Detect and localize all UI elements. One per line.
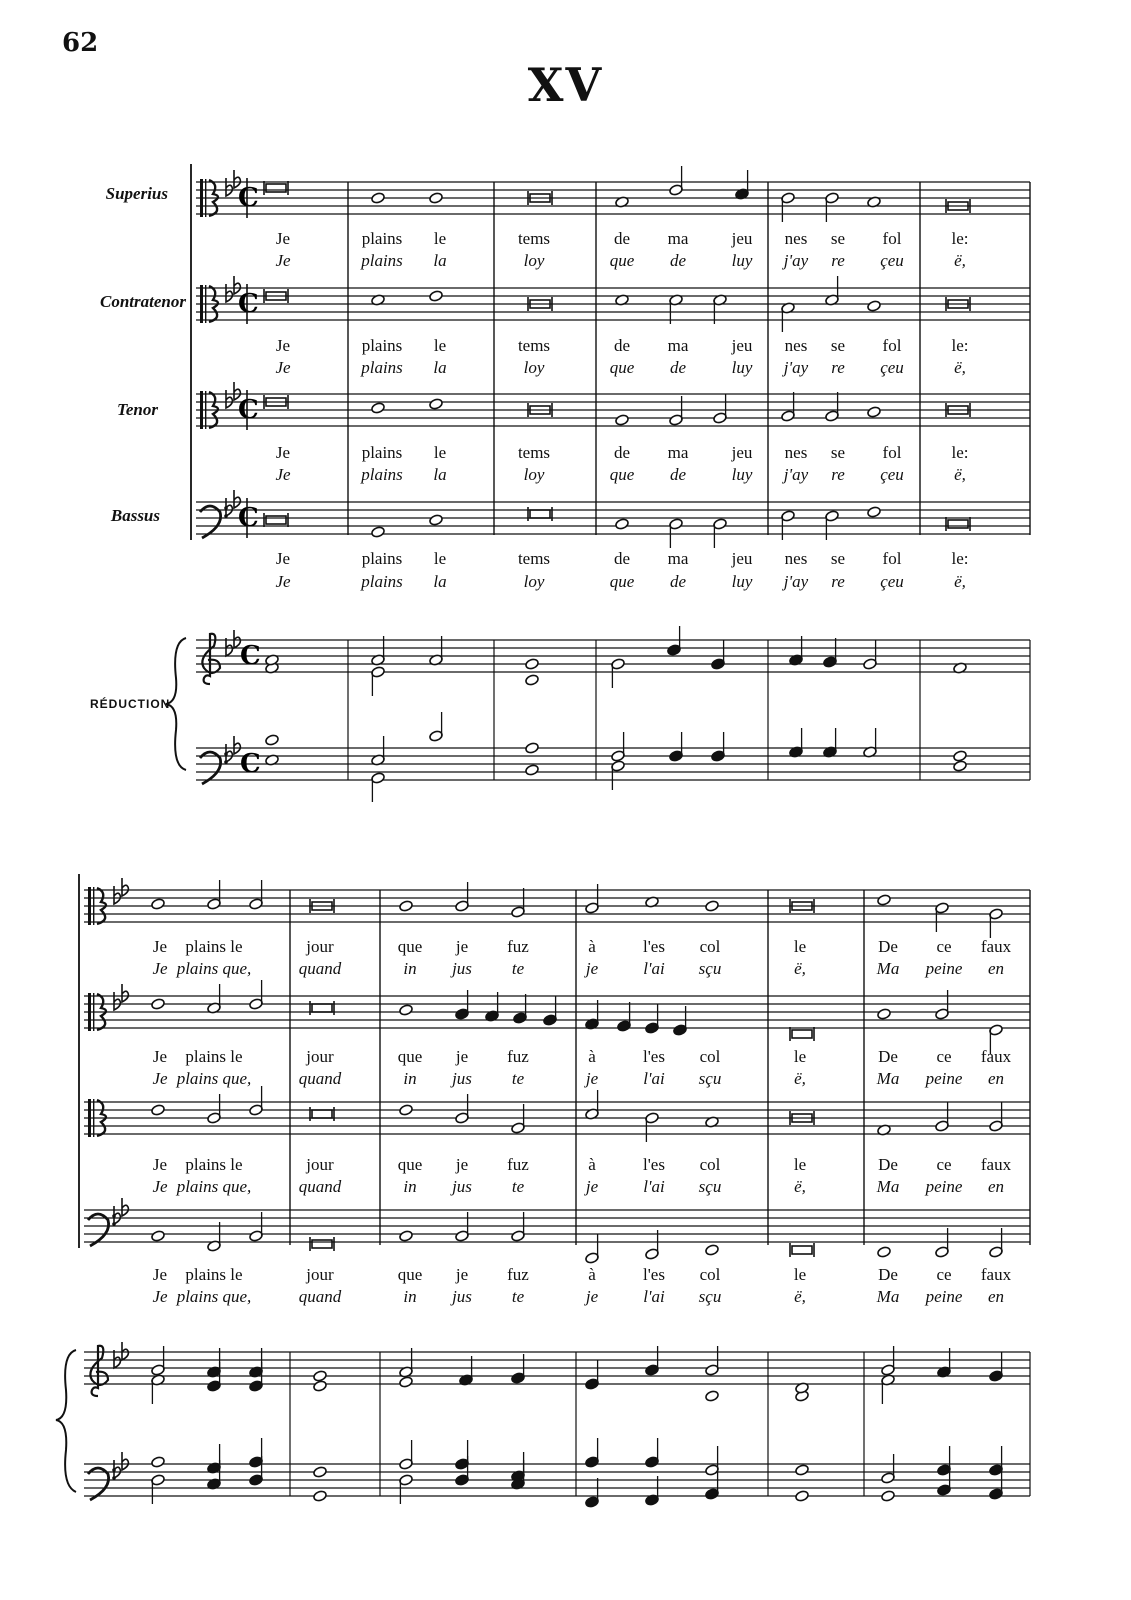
lyric-s1-v2-l1: jeu [731,336,753,355]
voice-name-contratenor: Contratenor [100,292,186,311]
note-head [867,300,882,312]
note-head [615,414,630,426]
lyric-s1-v2-l1: Je [275,336,291,355]
lyric-s1-v3-l1: de [613,443,631,462]
note-head [615,518,630,530]
lyric-s2-v3-l2: te [511,1177,525,1196]
lyric-s1-v2-l2: re [831,358,845,377]
lyric-s2-v3-l1: faux [980,1155,1012,1174]
lyric-s2-v3-l1: je [455,1155,469,1174]
flat-sign [114,1350,120,1368]
breve-note [312,1004,332,1012]
flat-sign [122,1342,128,1360]
lyric-s1-v3-l2: ë, [954,465,966,484]
note-head [151,998,166,1010]
lyric-s1-v4-l2: plains [361,572,403,591]
note-head [877,1246,892,1258]
lyric-s1-v4-l1: tems [517,549,551,568]
note-head [867,506,882,518]
note-head [399,1376,414,1388]
lyric-s1-v2-l1: se [830,336,846,355]
lyric-s1-v2-l2: de [669,358,687,377]
lyric-s1-v2-l2: ë, [954,358,966,377]
c-clef-bar [200,285,203,323]
lyric-s1-v4-l1: le: [951,549,969,568]
lyric-s1-v4-l2: la [433,572,447,591]
lyric-s2-v1-l1: à [588,937,596,956]
lyric-s2-v3-l2: jus [452,1177,472,1196]
piece-title: XV [527,58,604,112]
lyric-s1-v3-l2: j'ay [783,465,809,484]
lyric-s2-v2-l1: fuz [507,1047,529,1066]
g-clef [202,634,220,684]
lyric-s1-v4-l1: ma [667,549,689,568]
note-head [795,1490,810,1502]
lyric-s1-v3-l2: Je [275,465,291,484]
lyric-s2-v1-l1: le [793,937,807,956]
c-clef-bar [93,1099,94,1137]
lyric-s1-v1-l1: tems [517,229,551,248]
lyric-s2-v2-l2: jus [452,1069,472,1088]
lyric-s2-v4-l2: quand [298,1287,342,1306]
lyric-s1-v3-l2: de [669,465,687,484]
lyric-s1-v2-l1: le: [951,336,969,355]
voice-name-bassus: Bassus [110,506,160,525]
note-head [371,402,386,414]
lyric-s1-v3-l1: se [830,443,846,462]
lyric-s1-v4-l2: ë, [954,572,966,591]
lyric-s2-v4-l1: le [793,1265,807,1284]
lyric-s1-v1-l2: Je [275,251,291,270]
note-head [525,658,540,670]
lyric-s2-v1-l1: col [699,937,721,956]
note-head [705,1390,720,1402]
lyric-s2-v1-l1: ce [936,937,952,956]
lyric-s2-v1-l2: peine [925,959,963,978]
lyric-s2-v2-l1: l'es [643,1047,665,1066]
note-head [795,1464,810,1476]
flat-sign [226,638,232,656]
f-clef-curve [88,1214,109,1246]
c-clef-bar [93,887,94,925]
note-head [399,1004,414,1016]
c-clef-bar [88,1099,91,1137]
reduction-brace [56,1350,76,1492]
lyric-s2-v4-l1: que [397,1265,423,1284]
note-head [265,734,280,746]
lyric-s2-v1-l1: fuz [507,937,529,956]
lyric-s2-v1-l2: je [585,959,599,978]
lyric-s1-v1-l2: la [433,251,447,270]
lyric-s1-v1-l2: ë, [954,251,966,270]
lyric-s1-v3-l1: tems [517,443,551,462]
lyric-s2-v3-l2: en [987,1177,1005,1196]
lyric-s1-v1-l2: que [609,251,635,270]
lyric-s1-v2-l2: çeu [880,358,904,377]
reduction-brace [166,638,186,770]
lyric-s2-v2-l2: ë, [794,1069,806,1088]
lyric-s1-v3-l1: jeu [731,443,753,462]
lyric-s1-v2-l2: luy [731,358,753,377]
lyric-s1-v4-l2: j'ay [783,572,809,591]
staff-system1-voice-3 [196,394,1030,426]
note-head [867,406,882,418]
lyric-s2-v1-l1: l'es [643,937,665,956]
lyric-s2-v3-l2: l'ai [643,1177,665,1196]
lyric-s1-v3-l2: que [609,465,635,484]
lyric-s1-v3-l2: plains [361,465,403,484]
c-clef-bar [88,993,91,1031]
lyric-s2-v3-l2: quand [298,1177,342,1196]
lyric-s2-v1-l2: sçu [698,959,722,978]
note-head [399,1230,414,1242]
lyric-s2-v2-l2: in [403,1069,417,1088]
lyric-s2-v1-l2: ë, [794,959,806,978]
lyric-s2-v3-l1: le [793,1155,807,1174]
lyric-s2-v3-l1: jour [306,1155,334,1174]
lyric-s1-v3-l2: re [831,465,845,484]
note-head [151,1104,166,1116]
lyric-s1-v2-l1: nes [784,336,808,355]
lyric-s1-v1-l1: nes [784,229,808,248]
note-head [313,1370,328,1382]
time-signature-c: C [240,749,261,779]
lyric-s2-v4-l1: l'es [643,1265,665,1284]
lyric-s2-v3-l2: Ma [876,1177,900,1196]
f-clef-curve [200,506,221,538]
lyric-s1-v1-l1: ma [667,229,689,248]
lyric-s1-v1-l1: le [433,229,447,248]
flat-sign [114,1206,120,1224]
lyric-s1-v2-l1: le [433,336,447,355]
note-head [429,514,444,526]
lyric-s2-v4-l2: te [511,1287,525,1306]
voice-name-tenor: Tenor [117,400,158,419]
note-head [953,750,968,762]
lyric-s2-v4-l1: De [878,1265,898,1284]
time-signature-c: C [238,503,259,533]
lyric-s1-v2-l2: la [433,358,447,377]
note-head [429,290,444,302]
lyric-s1-v1-l2: j'ay [783,251,809,270]
lyric-s2-v4-l2: plains que, [176,1287,252,1306]
lyric-s1-v2-l1: de [613,336,631,355]
lyric-s2-v1-l2: Je [152,959,168,978]
lyric-s2-v2-l1: je [455,1047,469,1066]
lyric-s1-v4-l1: plains [361,549,403,568]
lyric-s2-v3-l2: je [585,1177,599,1196]
lyric-s2-v3-l2: Je [152,1177,168,1196]
lyric-s1-v4-l1: de [613,549,631,568]
lyric-s1-v4-l2: luy [731,572,753,591]
lyric-s1-v3-l1: fol [882,443,902,462]
lyric-s2-v3-l2: plains que, [176,1177,252,1196]
lyric-s1-v4-l2: que [609,572,635,591]
lyric-s2-v3-l1: à [588,1155,596,1174]
lyric-s1-v2-l1: plains [361,336,403,355]
lyric-s2-v4-l2: jus [452,1287,472,1306]
lyric-s1-v2-l1: fol [882,336,902,355]
note-head [705,1244,720,1256]
lyric-s1-v4-l1: Je [275,549,291,568]
lyric-s2-v3-l1: ce [936,1155,952,1174]
lyric-s2-v4-l1: à [588,1265,596,1284]
lyric-s2-v2-l2: plains que, [176,1069,252,1088]
f-clef-curve [200,752,221,784]
flat-sign [122,1452,128,1470]
staff-system2-voice-4 [84,1210,1030,1242]
lyric-s1-v1-l2: çeu [880,251,904,270]
note-head [313,1380,328,1392]
lyric-s2-v3-l1: fuz [507,1155,529,1174]
breve-note [948,520,968,528]
lyric-s2-v4-l2: in [403,1287,417,1306]
lyric-s1-v4-l2: çeu [880,572,904,591]
lyric-s1-v4-l2: Je [275,572,291,591]
lyric-s2-v1-l1: plains le [185,937,243,956]
lyric-s1-v1-l2: loy [523,251,545,270]
lyric-s2-v4-l2: sçu [698,1287,722,1306]
note-head [525,742,540,754]
lyric-s2-v2-l1: faux [980,1047,1012,1066]
lyric-s1-v3-l1: ma [667,443,689,462]
flat-sign [114,886,120,904]
lyric-s1-v3-l1: Je [275,443,291,462]
lyric-s1-v1-l1: se [830,229,846,248]
lyric-s2-v1-l1: je [455,937,469,956]
flat-sign [226,284,232,302]
staff-system2-voice-1 [84,890,1030,922]
lyric-s1-v2-l2: que [609,358,635,377]
lyric-s2-v2-l2: je [585,1069,599,1088]
note-head [877,1008,892,1020]
lyric-s2-v1-l2: plains que, [176,959,252,978]
lyric-s1-v3-l1: plains [361,443,403,462]
f-clef-curve [88,1468,109,1500]
lyric-s1-v2-l1: tems [517,336,551,355]
lyric-s2-v3-l2: ë, [794,1177,806,1196]
staff-system1-voice-1 [196,182,1030,214]
lyric-s2-v2-l2: sçu [698,1069,722,1088]
lyric-s1-v1-l1: fol [882,229,902,248]
reduction-label: RÉDUCTION [90,697,171,711]
lyric-s2-v1-l1: Je [152,937,168,956]
g-clef [90,1346,108,1396]
breve-note [266,184,286,192]
lyric-s2-v2-l1: plains le [185,1047,243,1066]
c-clef-bar [200,179,203,217]
lyric-s1-v2-l2: loy [523,358,545,377]
lyric-s2-v3-l2: peine [925,1177,963,1196]
lyric-s1-v3-l2: çeu [880,465,904,484]
lyric-s2-v2-l1: que [397,1047,423,1066]
staff-system1-voice-4 [196,502,1030,534]
lyric-s2-v1-l2: quand [298,959,342,978]
lyric-s2-v2-l1: ce [936,1047,952,1066]
lyric-s2-v1-l2: jus [452,959,472,978]
breve-note [312,1110,332,1118]
lyric-s2-v2-l2: Ma [876,1069,900,1088]
lyric-s2-v2-l2: en [987,1069,1005,1088]
lyric-s1-v1-l1: le: [951,229,969,248]
lyric-s2-v2-l2: peine [925,1069,963,1088]
lyric-s1-v3-l1: le [433,443,447,462]
breve-note [792,1246,812,1254]
flat-sign [122,1198,128,1216]
lyric-s2-v4-l1: ce [936,1265,952,1284]
note-head [877,894,892,906]
lyric-s2-v4-l1: plains le [185,1265,243,1284]
lyric-s2-v4-l1: fuz [507,1265,529,1284]
lyric-s1-v3-l2: loy [523,465,545,484]
breve-note [530,510,550,518]
lyric-s2-v1-l1: jour [306,937,334,956]
lyric-s2-v1-l1: faux [980,937,1012,956]
lyric-s2-v2-l2: Je [152,1069,168,1088]
c-clef-bar [205,179,206,217]
lyric-s2-v4-l2: ë, [794,1287,806,1306]
lyric-s2-v2-l1: le [793,1047,807,1066]
note-head [953,760,968,772]
lyric-s2-v1-l2: te [511,959,525,978]
flat-sign [114,992,120,1010]
note-head [429,192,444,204]
note-head [525,674,540,686]
staff-system1-voice-2 [196,288,1030,320]
breve-note [266,516,286,524]
lyric-s1-v1-l2: luy [731,251,753,270]
c-clef-bar [205,391,206,429]
note-head [881,1490,896,1502]
note-head [399,1104,414,1116]
lyric-s2-v4-l1: je [455,1265,469,1284]
lyric-s2-v3-l1: l'es [643,1155,665,1174]
lyric-s1-v4-l1: nes [784,549,808,568]
lyric-s2-v4-l2: je [585,1287,599,1306]
lyric-s2-v3-l1: De [878,1155,898,1174]
c-clef-bar [93,993,94,1031]
lyric-s2-v4-l2: peine [925,1287,963,1306]
flat-sign [226,390,232,408]
lyric-s2-v1-l2: in [403,959,417,978]
lyric-s2-v3-l2: sçu [698,1177,722,1196]
breve-note [312,1240,332,1248]
flat-sign [122,984,128,1002]
lyric-s2-v4-l1: jour [306,1265,334,1284]
flat-sign [226,744,232,762]
lyric-s2-v2-l1: à [588,1047,596,1066]
lyric-s1-v1-l1: Je [275,229,291,248]
lyric-s2-v2-l1: Je [152,1047,168,1066]
lyric-s1-v4-l1: le [433,549,447,568]
lyric-s2-v4-l2: en [987,1287,1005,1306]
lyric-s1-v4-l2: re [831,572,845,591]
lyric-s1-v1-l2: de [669,251,687,270]
lyric-s1-v1-l1: plains [361,229,403,248]
note-head [313,1490,328,1502]
note-head [151,898,166,910]
lyric-s2-v2-l1: De [878,1047,898,1066]
lyric-s2-v2-l2: te [511,1069,525,1088]
lyric-s2-v3-l1: plains le [185,1155,243,1174]
note-head [371,192,386,204]
note-head [705,900,720,912]
lyric-s2-v4-l1: faux [980,1265,1012,1284]
lyric-s2-v4-l2: l'ai [643,1287,665,1306]
lyric-s2-v4-l2: Je [152,1287,168,1306]
time-signature-c: C [238,395,259,425]
lyric-s2-v3-l1: que [397,1155,423,1174]
note-head [429,398,444,410]
lyric-s2-v1-l2: Ma [876,959,900,978]
lyric-s2-v3-l2: in [403,1177,417,1196]
lyric-s1-v2-l1: ma [667,336,689,355]
lyric-s1-v1-l1: de [613,229,631,248]
lyric-s1-v4-l1: jeu [731,549,753,568]
note-head [151,1230,166,1242]
lyric-s1-v4-l2: loy [523,572,545,591]
lyric-s2-v4-l1: col [699,1265,721,1284]
time-signature-c: C [240,641,261,671]
flat-sign [114,1460,120,1478]
lyric-s2-v2-l1: jour [306,1047,334,1066]
time-signature-c: C [238,289,259,319]
breve-note [792,1030,812,1038]
lyric-s1-v2-l2: j'ay [783,358,809,377]
lyric-s2-v1-l2: en [987,959,1005,978]
lyric-s2-v4-l1: Je [152,1265,168,1284]
lyric-s2-v2-l2: quand [298,1069,342,1088]
note-head [313,1466,328,1478]
c-clef-bar [200,391,203,429]
lyric-s2-v1-l2: l'ai [643,959,665,978]
note-head [371,526,386,538]
note-head [151,1456,166,1468]
lyric-s1-v3-l1: le: [951,443,969,462]
page-number: 62 [62,28,99,58]
lyric-s2-v2-l1: col [699,1047,721,1066]
lyric-s1-v2-l2: Je [275,358,291,377]
lyric-s2-v3-l1: col [699,1155,721,1174]
c-clef-bar [88,887,91,925]
lyric-s1-v4-l1: se [830,549,846,568]
lyric-s1-v2-l2: plains [361,358,403,377]
lyric-s1-v1-l2: re [831,251,845,270]
lyric-s2-v3-l1: Je [152,1155,168,1174]
note-head [399,900,414,912]
lyric-s1-v1-l1: jeu [731,229,753,248]
time-signature-c: C [238,183,259,213]
flat-sign [226,498,232,516]
flat-sign [226,178,232,196]
c-clef-bar [205,285,206,323]
lyric-s1-v4-l1: fol [882,549,902,568]
lyric-s1-v1-l2: plains [361,251,403,270]
lyric-s1-v3-l1: nes [784,443,808,462]
lyric-s2-v4-l2: Ma [876,1287,900,1306]
voice-name-superius: Superius [105,184,168,203]
flat-sign [122,878,128,896]
note-head [525,764,540,776]
lyric-s2-v2-l2: l'ai [643,1069,665,1088]
lyric-s1-v3-l2: luy [731,465,753,484]
lyric-s2-v1-l1: De [878,937,898,956]
lyric-s2-v1-l1: que [397,937,423,956]
lyric-s1-v4-l2: de [669,572,687,591]
lyric-s1-v3-l2: la [433,465,447,484]
